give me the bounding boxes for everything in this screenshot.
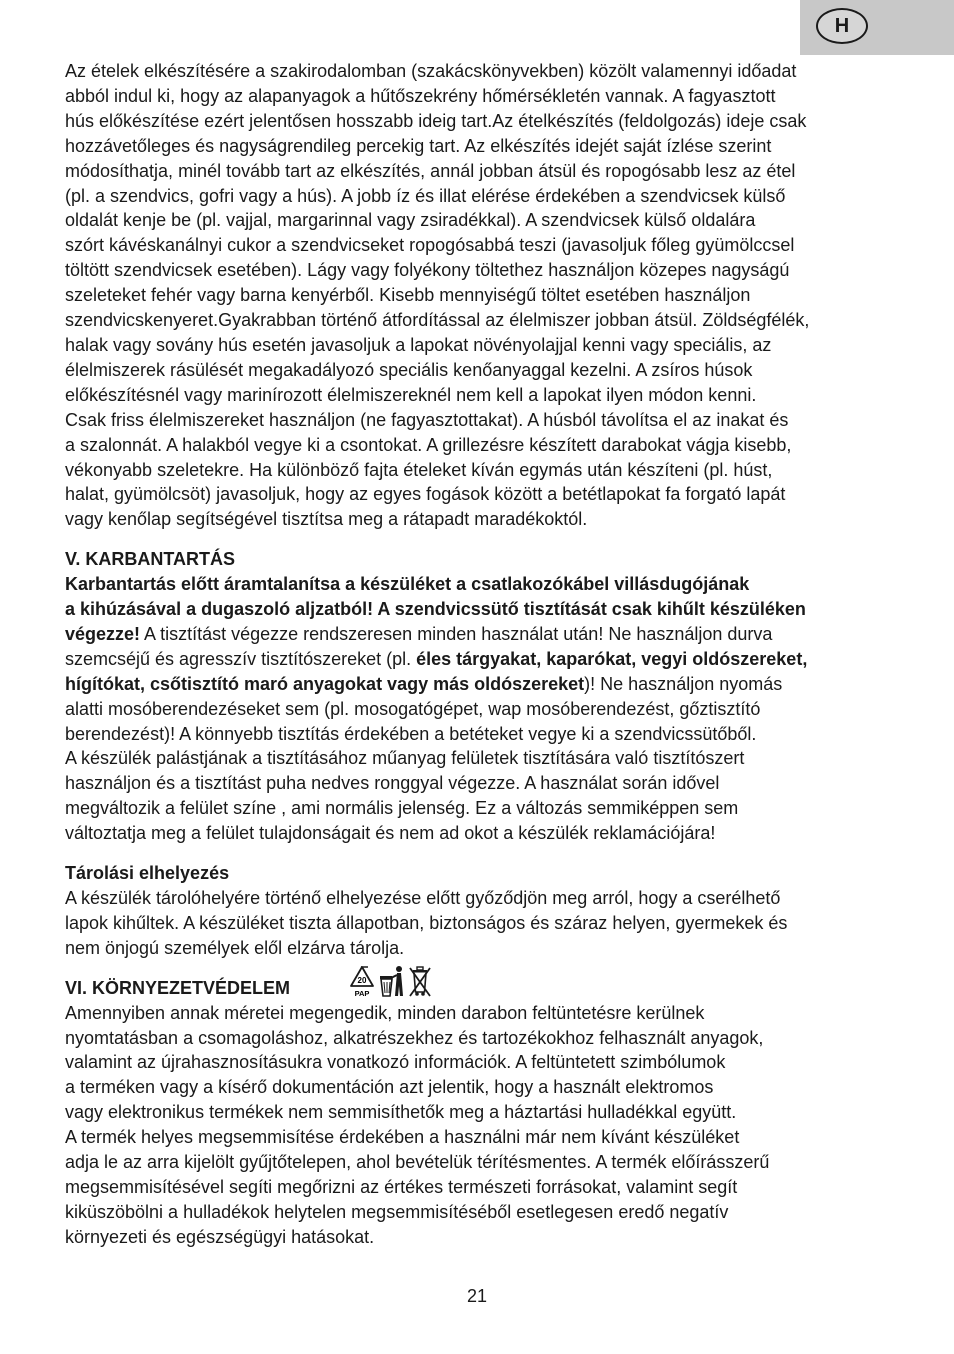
tidy-man-icon	[378, 964, 406, 998]
recycle-material: PAP	[354, 988, 370, 998]
maintenance-heading: V. KARBANTARTÁS	[65, 549, 236, 570]
maintenance-forbidden-list: éles tárgyakat, kaparókat, vegyi oldószereket, hígítókat, csőtisztító maró anyagokat vagy más oldószereket	[65, 648, 808, 694]
storage-heading: Tárolási elhelyezés	[65, 863, 230, 884]
intro-paragraph: Az ételek elkészítésére a szakirodalomban (szakácskönyvekben) közölt valamennyi időadat abból indul ki, hogy az alapanyagok a hűtőszekrény hőmérsékletén vannak. A fagyasztott hús előkészítése ezért jelentősen hosszabb ideig tart.Az ételkészítés (feldolgozás) ideje csak hozzávetőleges és nagyságrendileg percekig tart. Az elkészítés idejét saját ízlése szerint módosíthatja, minél tovább tart az elkészítés, annál jobban átsül és ropogósabb lesz az étel (pl. a szendvics, gofri vagy a hús). A jobb íz és illat elérése érdekében a szendvicsek külső oldalát kenje be (pl. vajjal, margarinnal vagy zsiradékkal). A szendvicsek külső oldalára szórt kávéskanálnyi cukor a szendvicseket ropogósabbá teszi (javasoljuk főleg gyümölccsel töltött szendvicsek esetében). Lágy vagy folyékony töltethez használjon közepes nagyságú szeleteket fehér vagy barna kenyérből. Kisebb mennyiségű töltet esetében használjon szendvicskenyeret.Gyakrabban történő átfordítással az élelmiszer jobban átsül. Zöldségfélék, halak vagy sovány hús esetén javasoljuk a lapokat növényolajjal kenni vagy speciális, az élelmiszerek rásülését megakadályozó speciális kenőanyaggal kezelni. A zsíros húsok előkészítésnél vagy marinírozott élelmiszereknél nem kell a lapokat ilyen módon kenni. Csak friss élelmiszereket használjon (ne fagyasztottakat). A húsból távolítsa el az inakat és a szalonnát. A halakból vegye ki a csontokat. A grillezésre készített darabokat vágja kisebb, vékonyabb szeletekre. Ha különböző fajta ételeket kíván egymás után készíteni (pl. húst, halat, gyümölcsöt) javasoljuk, hogy az egyes fogások között a betétlapokat fa forgató lapát vagy kenőlap segítségével tisztítsa meg a rátapadt maradékoktól.	[65, 61, 810, 530]
page-number: 21	[466, 1286, 488, 1306]
maintenance-text-2: )! Ne használjon nyomás alatti mosóberendezéseket sem (pl. mosogatógépet, wap mosóberendezést, gőztisztító berendezést)! A könnyebb tisztítás érdekében a betéteket vegye ki a szendvicssütőből. A készülék palástjának a tisztításához műanyag felületek tisztítására való tisztítószert használjon és a tisztítást puha nedves ronggyal végezze. A használat során idővel megváltozik a felület színe , ami normális jelenség. Ez a változás semmiképpen sem változtatja meg a felület tulajdonságait és nem ad okot a készülék reklamációjára!	[65, 673, 783, 844]
language-badge: H	[816, 8, 868, 44]
storage-paragraph: A készülék tárolóhelyére történő elhelyezése előtt győződjön meg arról, hogy a cserélhető lapok kihűltek. A készüléket tiszta állapotban, biztonságos és száraz helyen, gyermekek és nem önjogú személyek elől elzárva tárolja.	[65, 888, 788, 958]
recycle-code: 20	[357, 975, 367, 985]
environment-heading-row	[65, 976, 895, 1001]
maintenance-text-1: A tisztítást végezze rendszeresen minden használat után! Ne használjon durva szemcséjű és agresszív tisztítószereket (pl.	[65, 623, 773, 669]
environment-heading: VI. KÖRNYEZETVÉDELEM	[65, 977, 291, 998]
paper-recycling-icon	[348, 964, 376, 998]
document-body	[65, 59, 895, 1250]
language-tab	[800, 0, 954, 55]
environment-icons	[348, 962, 432, 998]
environment-paragraph: Amennyiben annak méretei megengedik, minden darabon feltüntetésre kerülnek nyomtatásban a csomagoláshoz, alkatrészekhez és tartozékokhoz felhasznált anyagok, valamint az újrahasznosításukra vonatkozó információk. A feltüntetett szimbólumok a terméken vagy a kísérő dokumentáción azt jelentik, hogy a használt elektromos vagy elektronikus termékek nem semmisíthetők meg a háztartási hulladékkal együtt. A termék helyes megsemmisítése érdekében a használni már nem kívánt készüléket adja le az arra kijelölt gyűjtőtelepen, ahol bevételük térítésmentes. A termék előírásszerű megsemmisítésével segíti megőrizni az értékes természeti forrásokat, valamint segít kiküszöbölni a hulladékok helytelen megsemmisítéséből esetlegesen eredő negatív környezeti és egészségügyi hatásokat.	[65, 1002, 770, 1247]
maintenance-paragraph	[65, 572, 895, 846]
crossed-bin-icon	[408, 964, 432, 998]
maintenance-warning: Karbantartás előtt áramtalanítsa a készüléket a csatlakozókábel villásdugójának a kihúzásával a dugaszoló aljzatból! A szendvicssütő tisztítását csak kihűlt készüléken végezze!	[65, 574, 806, 644]
